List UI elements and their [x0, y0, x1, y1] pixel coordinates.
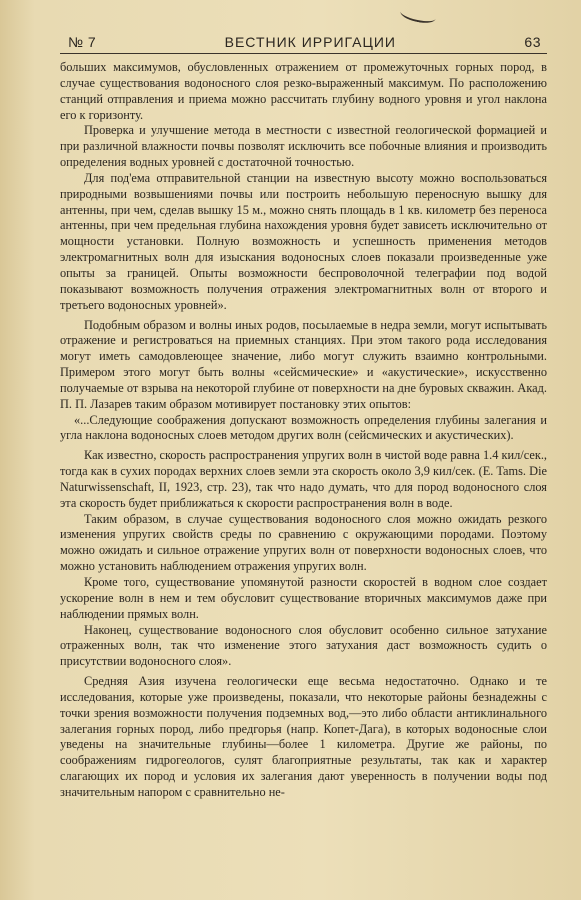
paragraph: Как известно, скорость распространения упругих волн в чистой воде равна 1.4 кил/сек., тогда как в сухих породах верхних слоев земли эта скорость около 3,9 кил/сек. (E. Tams. Die Naturwissenschaft, II, 1923, стр. 23), так что надо думать, что для пород водоносного слоя эта скорость будет приближаться к скорости распространения волн в воде. — [60, 448, 547, 510]
quote-paragraph: «...Следующие соображения допускают возможность определения глубины залегания и угла наклона водоносных слоев методом других волн (сейсмических и акустических). — [60, 412, 547, 443]
issue-number: № 7 — [68, 34, 97, 50]
paragraph: Подобным образом и волны иных родов, посылаемые в недра земли, могут испытывать отражение и регистроваться на приемных станциях. При этом такого рода исследования могут иметь самодовлеющее значение, либо могут служить взаимно контрольными. Примером этого могут быть волны «сейсмические» и «акустические», искусственно получаемые от взрыва на некоторой глубине от поверхности на дне буровых скважин. Акад. П. П. Лазарев таким образом мотивирует постановку этих опытов: — [60, 317, 547, 411]
paragraph: Кроме того, существование упомянутой разности скоростей в водном слое создает ускорение волн в нем и тем обусловит существование вторичных максимумов даже при наблюдении прямых волн. — [60, 575, 547, 621]
paragraph: Для под'ема отправительной станции на известную высоту можно воспользоваться природными возвышениями почвы или построить небольшую переносную вышку для антенны, при чем, сделав вышку 15 м., можно снять площадь в 1 кв. километр без переноса антенны, при чем предельная глубина нахождения уровня будет зависеть исключительно от мощности установки. Полную возможность и успешность применения методов электромагнитных волн для изыскания водоносных слоев показали произведенные уже опыты за границей. Опыты возможности беспроволочной телеграфии под водой показывают возможность получения отражения электромагнитных волн от второго и третьего водоносных уровней». — [60, 170, 547, 312]
running-head — [60, 34, 547, 54]
paragraph: Таким образом, в случае существования водоносного слоя можно ожидать резкого изменения упругих свойств среды по сравнению с окружающими породами. Поэтому можно ожидать и сильное отражение упругих волн от поверхности водоносных слоев, что можно установить наблюдением отражения упругих волн. — [60, 511, 547, 574]
paragraph: Средняя Азия изучена геологически еще весьма недостаточно. Однако и те исследования, которые уже произведены, показали, что некоторые районы безнадежны с точки зрения возможности получения подземных вод,—это либо области антиклинального залегания горных пород, либо предгорья (напр. Копет-Дага), в которых водоносные слои уведены на значительные глубины—более 1 километра. Другие же районы, по соображениям гидрогеологов, сулят благоприятные результаты, так как и характер слагающих их пород и условия их залегания дают уверенность в получении воды под значительным напором с сравнительно не- — [60, 674, 547, 799]
paragraph: больших максимумов, обусловленных отражением от промежуточных горных пород, в случае существования водоносного слоя резко-выраженный максимум. По расположению станций отправления и приема можно рассчитать глубину водного уровня и угол наклона его к горизонту. — [60, 60, 547, 122]
paragraph: Наконец, существование водоносного слоя обусловит особенно сильное затухание отраженных волн, так что изменение этого затухания даст возможность судить о присутствии водоносного слоя». — [60, 622, 547, 669]
article-body — [60, 60, 547, 801]
ink-mark — [399, 4, 437, 25]
journal-title: ВЕСТНИК ИРРИГАЦИИ — [224, 34, 396, 50]
page-number: 63 — [524, 34, 541, 50]
paragraph: Проверка и улучшение метода в местности с известной геологической формацией и при различной влажности почвы позволят исключить все побочные влияния и производить определения водных уровней с достаточной точностью. — [60, 123, 547, 170]
